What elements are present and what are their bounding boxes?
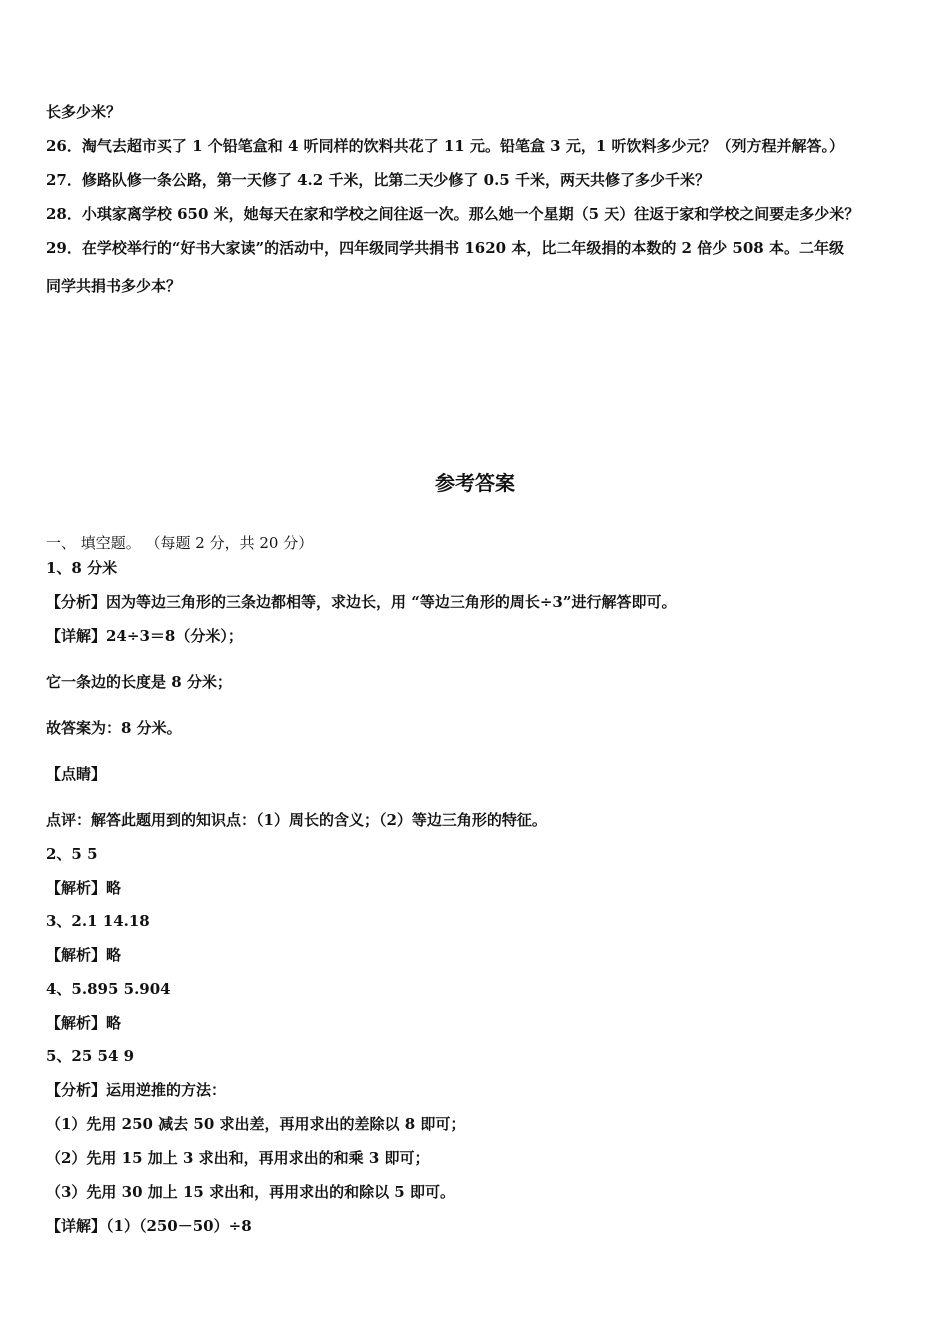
answer-5-detail: 【详解】（1）（250－50）÷8 [46, 1217, 252, 1235]
question-29-line1: 29．在学校举行的“好书大家读”的活动中，四年级同学共捐书 1620 本，比二年级捐的本数的 2 倍少 508 本。二年级 [46, 239, 844, 257]
answer-5-analysis: 【分析】运用逆推的方法： [46, 1081, 227, 1099]
answer-5: 5、25 54 9 [46, 1047, 135, 1065]
answer-1-line3: 故答案为：8 分米。 [46, 719, 182, 737]
answer-1-detail: 【详解】24÷3＝8（分米）； [46, 627, 243, 645]
answers-title: 参考答案 [435, 471, 515, 495]
answer-4-analysis: 【解析】略 [46, 1014, 122, 1032]
section-1-heading: 一、 填空题。 （每题 2 分，共 20 分） [46, 534, 314, 552]
question-26: 26．淘气去超市买了 1 个铅笔盒和 4 听同样的饮料共花了 11 元。铅笔盒 3 元，1 听饮料多少元？（列方程并解答。） [46, 137, 845, 155]
answer-1-line2: 它一条边的长度是 8 分米； [46, 673, 232, 691]
question-27: 27．修路队修一条公路，第一天修了 4.2 千米，比第二天少修了 0.5 千米，两天共修了多少千米？ [46, 171, 710, 189]
answer-4: 4、5.895 5.904 [46, 980, 171, 998]
answer-5-step2: （2）先用 15 加上 3 求出和，再用求出的和乘 3 即可； [46, 1149, 430, 1167]
answer-3-analysis: 【解析】略 [46, 946, 122, 964]
question-25-tail: 长多少米？ [46, 103, 122, 121]
question-29-line2: 同学共捐书多少本？ [46, 277, 182, 295]
answer-5-step3: （3）先用 30 加上 15 求出和，再用求出的和除以 5 即可。 [46, 1183, 455, 1201]
answer-1: 1、8 分米 [46, 559, 118, 577]
answer-2-analysis: 【解析】略 [46, 879, 122, 897]
question-28: 28．小琪家离学校 650 米，她每天在家和学校之间往返一次。那么她一个星期（5 天）往返于家和学校之间要走多少米？ [46, 205, 860, 223]
answer-1-dianjing: 【点睛】 [46, 765, 107, 783]
answer-2: 2、5 5 [46, 845, 98, 863]
answer-1-comment: 点评：解答此题用到的知识点：（1）周长的含义；（2）等边三角形的特征。 [46, 811, 547, 829]
answer-5-step1: （1）先用 250 减去 50 求出差，再用求出的差除以 8 即可； [46, 1115, 466, 1133]
answer-3: 3、2.1 14.18 [46, 912, 150, 930]
answer-1-analysis: 【分析】因为等边三角形的三条边都相等，求边长，用 “等边三角形的周长÷3”进行解答即可。 [46, 593, 677, 611]
